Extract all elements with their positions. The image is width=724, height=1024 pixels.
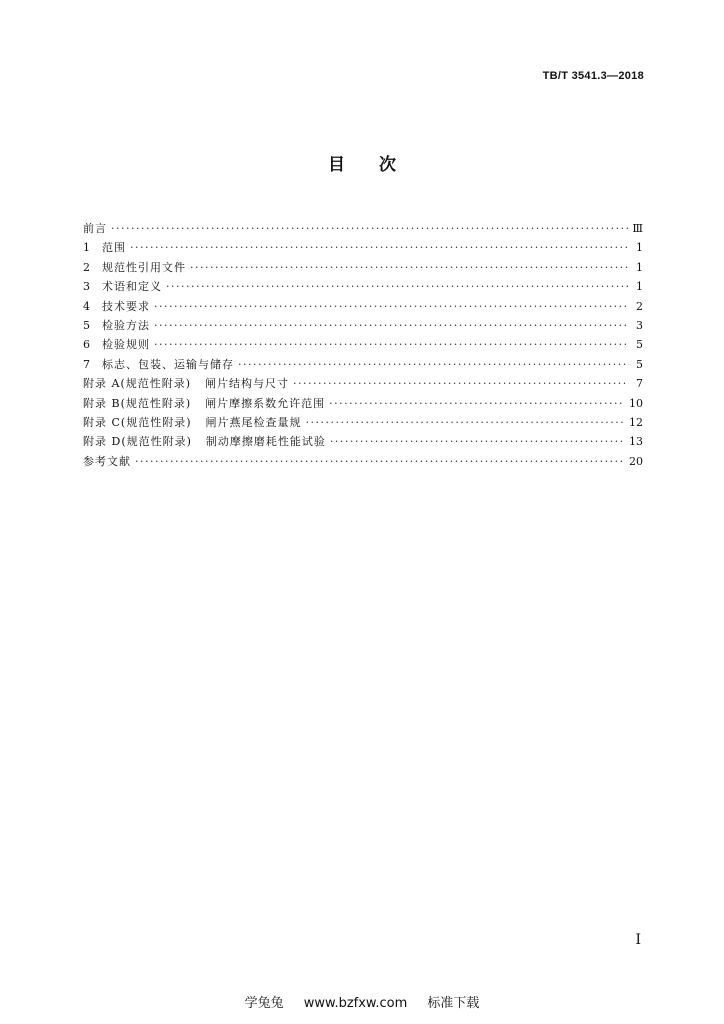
toc-page-number: 5 <box>636 357 643 371</box>
toc-entry-label: 2 规范性引用文件 <box>83 260 186 274</box>
toc-entry-label: 1 范围 <box>83 241 126 255</box>
toc-entry-label: 附录 C(规范性附录) 闸片燕尾检查量规 <box>83 415 302 429</box>
leader-dots <box>293 377 629 390</box>
leader-dots <box>154 319 629 332</box>
leader-dots <box>238 358 629 371</box>
toc-entry-marking-packaging[interactable] <box>83 356 643 375</box>
table-of-contents <box>83 220 643 472</box>
footer-watermark <box>0 992 724 1011</box>
toc-page-number: 13 <box>629 435 643 449</box>
footer-tagline: 标准下载 <box>427 996 480 1011</box>
toc-entry-terms-definitions[interactable] <box>83 278 643 297</box>
toc-page-number: Ⅲ <box>632 222 643 235</box>
toc-entry-foreword[interactable] <box>83 220 643 239</box>
toc-entry-label: 3 术语和定义 <box>83 280 162 294</box>
toc-page-number: 5 <box>636 338 643 352</box>
leader-dots <box>306 416 626 429</box>
toc-entry-label: 5 检验方法 <box>83 318 150 332</box>
toc-page-number: 2 <box>636 299 643 313</box>
toc-page-number: 12 <box>629 415 643 429</box>
toc-entry-label: 附录 D(规范性附录) 制动摩擦磨耗性能试验 <box>83 435 326 449</box>
toc-entry-appendix-a[interactable] <box>83 375 643 394</box>
toc-entry-bibliography[interactable] <box>83 453 643 472</box>
toc-page-number: 1 <box>636 241 643 255</box>
toc-entry-label: 7 标志、包装、运输与储存 <box>83 357 234 371</box>
leader-dots <box>154 338 629 351</box>
toc-entry-label: 6 检验规则 <box>83 338 150 352</box>
toc-entry-label: 前言 <box>83 222 107 235</box>
leader-dots <box>135 455 625 468</box>
document-code: TB/T 3541.3—2018 <box>542 70 644 82</box>
leader-dots <box>154 300 629 313</box>
toc-entry-label: 4 技术要求 <box>83 299 150 313</box>
toc-page-number: 20 <box>629 454 643 468</box>
toc-entry-inspection-rules[interactable] <box>83 336 643 355</box>
toc-entry-appendix-d[interactable] <box>83 433 643 452</box>
toc-entry-label: 附录 A(规范性附录) 闸片结构与尺寸 <box>83 377 290 391</box>
page-title: 目次 <box>328 155 430 175</box>
page-number: I <box>635 932 641 948</box>
toc-entry-label: 参考文献 <box>83 454 131 468</box>
toc-page-number: 7 <box>636 377 643 391</box>
leader-dots <box>330 435 625 448</box>
leader-dots <box>329 397 625 410</box>
toc-entry-test-methods[interactable] <box>83 317 643 336</box>
leader-dots <box>111 222 628 235</box>
footer-site-name: 学兔兔 <box>244 996 284 1011</box>
toc-page-number: 1 <box>636 260 643 274</box>
toc-entry-normative-references[interactable] <box>83 259 643 278</box>
toc-entry-scope[interactable] <box>83 239 643 258</box>
footer-url[interactable]: www.bzfxw.com <box>303 996 408 1011</box>
toc-entry-technical-requirements[interactable] <box>83 298 643 317</box>
toc-page-number: 3 <box>636 318 643 332</box>
toc-page-number: 1 <box>636 280 643 294</box>
toc-entry-appendix-b[interactable] <box>83 395 643 414</box>
toc-entry-appendix-c[interactable] <box>83 414 643 433</box>
leader-dots <box>166 280 629 293</box>
toc-page-number: 10 <box>629 396 643 410</box>
toc-entry-label: 附录 B(规范性附录) 闸片摩擦系数允许范围 <box>83 396 326 410</box>
leader-dots <box>130 241 629 254</box>
leader-dots <box>190 261 629 274</box>
